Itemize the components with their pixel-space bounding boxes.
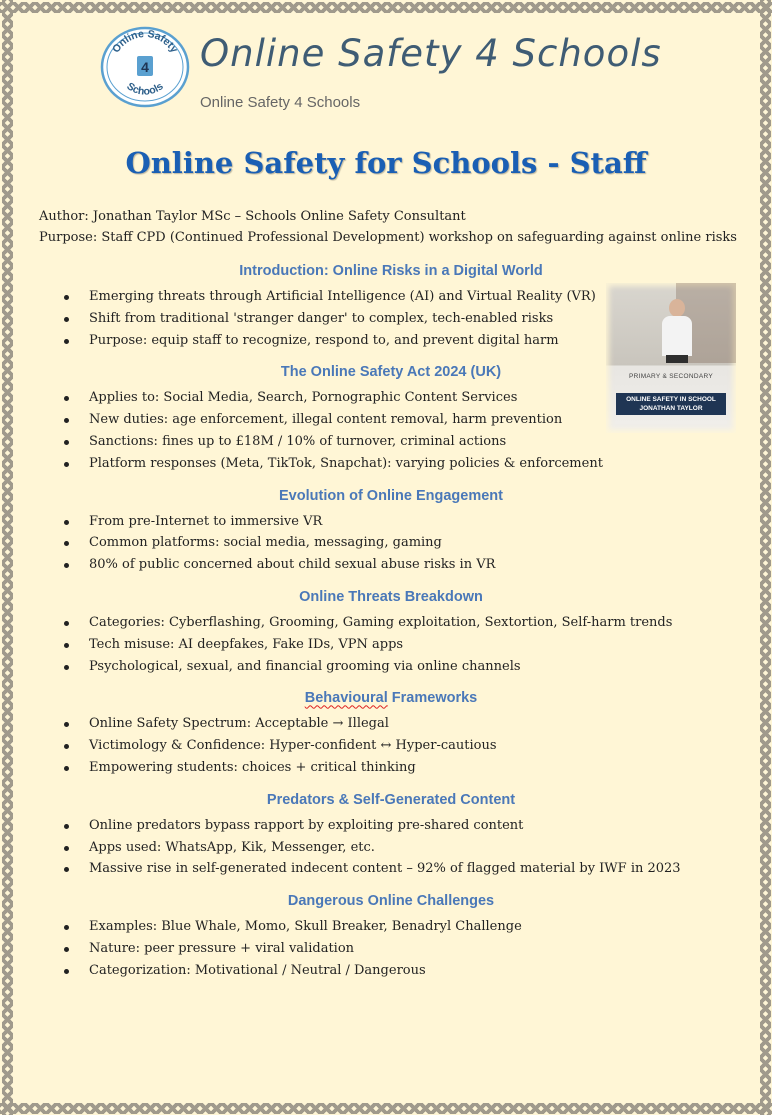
logo-subtitle: Online Safety 4 Schools bbox=[200, 94, 361, 111]
section-heading: The Online Safety Act 2024 (UK) bbox=[280, 364, 502, 381]
list-item: Online predators bypass rapport by exploiting pre-shared content bbox=[64, 815, 772, 837]
list-item: Applies to: Social Media, Search, Pornographic Content Services bbox=[64, 387, 772, 409]
photo-caption-small: PRIMARY & SECONDARY bbox=[628, 373, 714, 380]
list-item: Purpose: equip staff to recognize, respond to, and prevent digital harm bbox=[64, 330, 772, 352]
section-heading: Online Threats Breakdown bbox=[299, 588, 483, 605]
page-border-bottom bbox=[0, 1101, 772, 1115]
list-item: Tech misuse: AI deepfakes, Fake IDs, VPN apps bbox=[64, 634, 772, 656]
bullet-list bbox=[0, 713, 772, 778]
section-online-safety-act bbox=[0, 361, 772, 474]
section-heading: Predators & Self-Generated Content bbox=[266, 791, 516, 808]
bullet-list bbox=[0, 387, 772, 474]
photo-caption-line2: JONATHAN TAYLOR bbox=[639, 405, 703, 412]
section-dangerous-challenges bbox=[0, 890, 772, 981]
section-evolution bbox=[0, 485, 772, 576]
list-item: Emerging threats through Artificial Intelligence (AI) and Virtual Reality (VR) bbox=[64, 286, 772, 308]
section-introduction bbox=[0, 260, 772, 351]
heading-rest: Frameworks bbox=[387, 690, 478, 707]
section-heading: Introduction: Online Risks in a Digital World bbox=[239, 263, 543, 279]
spellcheck-word: Behavioural bbox=[304, 690, 388, 707]
logo-script-title: Online Safety 4 Schools bbox=[200, 32, 662, 75]
section-online-threats bbox=[0, 586, 772, 677]
bullet-list bbox=[0, 916, 772, 981]
header-logo bbox=[100, 26, 660, 116]
list-item: Examples: Blue Whale, Momo, Skull Breaker, Benadryl Challenge bbox=[64, 916, 772, 938]
list-item: Sanctions: fines up to £18M / 10% of turnover, criminal actions bbox=[64, 431, 772, 453]
list-item: New duties: age enforcement, illegal content removal, harm prevention bbox=[64, 409, 772, 431]
document-meta bbox=[39, 206, 737, 248]
section-predators bbox=[0, 789, 772, 880]
list-item: Empowering students: choices + critical thinking bbox=[64, 757, 772, 779]
badge-number: 4 bbox=[141, 59, 149, 75]
author-line: Author: Jonathan Taylor MSc – Schools Online Safety Consultant bbox=[39, 209, 466, 224]
list-item: Psychological, sexual, and financial grooming via online channels bbox=[64, 656, 772, 678]
list-item: Online Safety Spectrum: Acceptable → Illegal bbox=[64, 713, 772, 735]
list-item: Massive rise in self-generated indecent content – 92% of flagged material by IWF in 2023 bbox=[64, 858, 772, 880]
bullet-list bbox=[0, 612, 772, 677]
list-item: Nature: peer pressure + viral validation bbox=[64, 938, 772, 960]
section-behavioural-frameworks bbox=[0, 687, 772, 778]
page-title: Online Safety for Schools - Staff bbox=[125, 146, 647, 180]
list-item: Apps used: WhatsApp, Kik, Messenger, etc. bbox=[64, 837, 772, 859]
purpose-line: Purpose: Staff CPD (Continued Professional Development) workshop on safeguarding against online risks bbox=[39, 230, 737, 245]
list-item: Platform responses (Meta, TikTok, Snapchat): varying policies & enforcement bbox=[64, 453, 772, 475]
bullet-list bbox=[0, 815, 772, 880]
list-item: Categories: Cyberflashing, Grooming, Gaming exploitation, Sextortion, Self-harm trends bbox=[64, 612, 772, 634]
list-item: Categorization: Motivational / Neutral / Dangerous bbox=[64, 960, 772, 982]
document-body bbox=[0, 260, 772, 992]
section-heading bbox=[0, 687, 772, 713]
list-item: Common platforms: social media, messaging, gaming bbox=[64, 532, 772, 554]
bullet-list bbox=[0, 511, 772, 576]
list-item: Victimology & Confidence: Hyper-confident ↔ Hyper-cautious bbox=[64, 735, 772, 757]
section-heading: Dangerous Online Challenges bbox=[287, 893, 495, 910]
list-item: From pre-Internet to immersive VR bbox=[64, 511, 772, 533]
section-heading: Evolution of Online Engagement bbox=[279, 487, 503, 504]
badge-top-text: Online Safety bbox=[110, 27, 181, 56]
photo-caption-line1: ONLINE SAFETY IN SCHOOL bbox=[626, 396, 716, 403]
page-border-top bbox=[0, 0, 772, 14]
bullet-list bbox=[0, 286, 772, 351]
badge-bottom-text: Schools bbox=[124, 80, 166, 98]
logo-badge-icon bbox=[100, 26, 190, 108]
list-item: 80% of public concerned about child sexual abuse risks in VR bbox=[64, 554, 772, 576]
list-item: Shift from traditional 'stranger danger' to complex, tech-enabled risks bbox=[64, 308, 772, 330]
